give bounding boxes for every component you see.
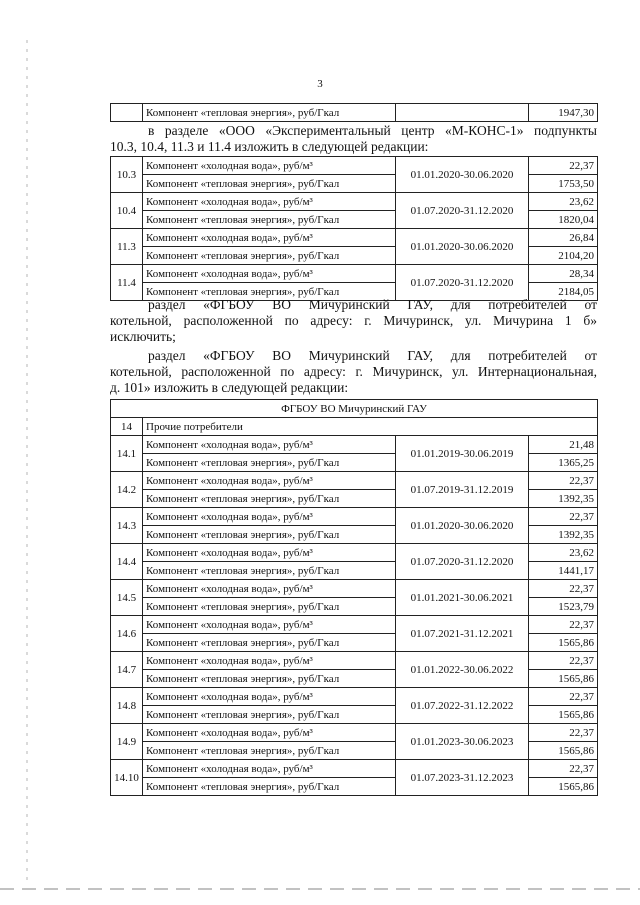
component-water-label: Компонент «холодная вода», руб/м³: [143, 265, 396, 283]
heat-tariff-value: 1441,17: [529, 562, 598, 580]
component-water-label: Компонент «холодная вода», руб/м³: [143, 229, 396, 247]
component-label: Компонент «тепловая энергия», руб/Гкал: [143, 104, 396, 122]
paragraph-exclude: [110, 297, 597, 345]
tariff-table-mkons: [110, 156, 598, 301]
component-water-label: Компонент «холодная вода», руб/м³: [143, 688, 396, 706]
heat-tariff-value: 1565,86: [529, 778, 598, 796]
component-heat-label: Компонент «тепловая энергия», руб/Гкал: [143, 778, 396, 796]
period-cell: 01.07.2022-31.12.2022: [396, 688, 529, 724]
heat-tariff-value: 2184,05: [529, 283, 598, 301]
water-tariff-value: 22,37: [529, 472, 598, 490]
row-number: 14.9: [111, 724, 143, 760]
heat-tariff-value: 1565,86: [529, 634, 598, 652]
water-tariff-value: 22,37: [529, 688, 598, 706]
component-heat-label: Компонент «тепловая энергия», руб/Гкал: [143, 670, 396, 688]
component-heat-label: Компонент «тепловая энергия», руб/Гкал: [143, 454, 396, 472]
period-cell: 01.01.2020-30.06.2020: [396, 229, 529, 265]
table-row: [111, 580, 598, 598]
heat-tariff-value: 1820,04: [529, 211, 598, 229]
component-heat-label: Компонент «тепловая энергия», руб/Гкал: [143, 598, 396, 616]
table-row: [111, 229, 598, 247]
row-number: 14.6: [111, 616, 143, 652]
component-water-label: Компонент «холодная вода», руб/м³: [143, 580, 396, 598]
row-number: 14.7: [111, 652, 143, 688]
heat-tariff-value: 1565,86: [529, 706, 598, 724]
table-title: ФГБОУ ВО Мичуринский ГАУ: [111, 400, 598, 418]
table-row: [111, 688, 598, 706]
table-row: [111, 265, 598, 283]
paragraph-line: д. 101» изложить в следующей редакции:: [110, 380, 349, 395]
row-number: 14.5: [111, 580, 143, 616]
row-number: 11.4: [111, 265, 143, 301]
table-row: [111, 193, 598, 211]
component-heat-label: Компонент «тепловая энергия», руб/Гкал: [143, 175, 396, 193]
period-cell: 01.07.2020-31.12.2020: [396, 265, 529, 301]
paragraph-new-section: [110, 348, 597, 396]
water-tariff-value: 22,37: [529, 652, 598, 670]
paragraph-line: 10.3, 10.4, 11.3 и 11.4 изложить в следующей редакции:: [110, 139, 429, 154]
paragraph-line: раздел «ФГБОУ ВО Мичуринский ГАУ, для потребителей от: [148, 348, 597, 363]
heat-tariff-value: 1565,86: [529, 670, 598, 688]
heat-tariff-value: 1565,86: [529, 742, 598, 760]
water-tariff-value: 28,34: [529, 265, 598, 283]
table-row: [111, 104, 598, 122]
paragraph-line: раздел «ФГБОУ ВО Мичуринский ГАУ, для потребителей от: [148, 297, 597, 312]
component-water-label: Компонент «холодная вода», руб/м³: [143, 157, 396, 175]
water-tariff-value: 22,37: [529, 580, 598, 598]
heat-tariff-value: 1392,35: [529, 490, 598, 508]
page-number: 3: [317, 78, 323, 90]
period-cell: 01.01.2021-30.06.2021: [396, 580, 529, 616]
group-label: Прочие потребители: [143, 418, 598, 436]
period-cell: 01.01.2022-30.06.2022: [396, 652, 529, 688]
component-water-label: Компонент «холодная вода», руб/м³: [143, 724, 396, 742]
group-number: 14: [111, 418, 143, 436]
component-heat-label: Компонент «тепловая энергия», руб/Гкал: [143, 706, 396, 724]
table-row: [111, 652, 598, 670]
period-cell: 01.01.2023-30.06.2023: [396, 724, 529, 760]
paragraph-mkons: [110, 123, 597, 155]
water-tariff-value: 22,37: [529, 616, 598, 634]
row-number: 14.8: [111, 688, 143, 724]
component-heat-label: Компонент «тепловая энергия», руб/Гкал: [143, 211, 396, 229]
table-row: [111, 616, 598, 634]
period-cell: 01.01.2020-30.06.2020: [396, 157, 529, 193]
component-heat-label: Компонент «тепловая энергия», руб/Гкал: [143, 562, 396, 580]
heat-tariff-value: 1365,25: [529, 454, 598, 472]
component-heat-label: Компонент «тепловая энергия», руб/Гкал: [143, 742, 396, 760]
row-number: 14.1: [111, 436, 143, 472]
component-water-label: Компонент «холодная вода», руб/м³: [143, 193, 396, 211]
period-cell: [396, 104, 529, 122]
heat-tariff-value: 2104,20: [529, 247, 598, 265]
top-table: [110, 103, 598, 122]
period-cell: 01.07.2023-31.12.2023: [396, 760, 529, 796]
water-tariff-value: 22,37: [529, 724, 598, 742]
tariff-table-mgau: [110, 399, 598, 796]
row-number: 14.4: [111, 544, 143, 580]
period-cell: 01.01.2020-30.06.2020: [396, 508, 529, 544]
component-water-label: Компонент «холодная вода», руб/м³: [143, 544, 396, 562]
component-heat-label: Компонент «тепловая энергия», руб/Гкал: [143, 526, 396, 544]
table-title-row: [111, 400, 598, 418]
component-heat-label: Компонент «тепловая энергия», руб/Гкал: [143, 490, 396, 508]
row-number: 10.3: [111, 157, 143, 193]
water-tariff-value: 22,37: [529, 760, 598, 778]
water-tariff-value: 22,37: [529, 508, 598, 526]
water-tariff-value: 21,48: [529, 436, 598, 454]
period-cell: 01.07.2020-31.12.2020: [396, 544, 529, 580]
component-water-label: Компонент «холодная вода», руб/м³: [143, 472, 396, 490]
row-number: 14.3: [111, 508, 143, 544]
row-number: 11.3: [111, 229, 143, 265]
table-row: [111, 157, 598, 175]
component-water-label: Компонент «холодная вода», руб/м³: [143, 616, 396, 634]
table-row: [111, 508, 598, 526]
component-water-label: Компонент «холодная вода», руб/м³: [143, 508, 396, 526]
period-cell: 01.07.2021-31.12.2021: [396, 616, 529, 652]
row-number: [111, 104, 143, 122]
heat-tariff-value: 1392,35: [529, 526, 598, 544]
component-heat-label: Компонент «тепловая энергия», руб/Гкал: [143, 247, 396, 265]
component-water-label: Компонент «холодная вода», руб/м³: [143, 760, 396, 778]
water-tariff-value: 23,62: [529, 193, 598, 211]
table-row: [111, 724, 598, 742]
water-tariff-value: 23,62: [529, 544, 598, 562]
tariff-value: 1947,30: [529, 104, 598, 122]
table-row: [111, 544, 598, 562]
water-tariff-value: 22,37: [529, 157, 598, 175]
table-row: [111, 436, 598, 454]
row-number: 14.10: [111, 760, 143, 796]
scan-edge-artifact-bottom: [0, 888, 640, 890]
component-water-label: Компонент «холодная вода», руб/м³: [143, 436, 396, 454]
scan-edge-artifact: [26, 40, 28, 880]
paragraph-line: котельной, расположенной по адресу: г. Мичуринск, ул. Интернациональная,: [110, 364, 597, 379]
period-cell: 01.07.2019-31.12.2019: [396, 472, 529, 508]
component-heat-label: Компонент «тепловая энергия», руб/Гкал: [143, 634, 396, 652]
paragraph-line: исключить;: [110, 329, 176, 344]
component-heat-label: Компонент «тепловая энергия», руб/Гкал: [143, 283, 396, 301]
table-row: [111, 760, 598, 778]
component-water-label: Компонент «холодная вода», руб/м³: [143, 652, 396, 670]
table-row: [111, 472, 598, 490]
row-number: 14.2: [111, 472, 143, 508]
period-cell: 01.01.2019-30.06.2019: [396, 436, 529, 472]
water-tariff-value: 26,84: [529, 229, 598, 247]
row-number: 10.4: [111, 193, 143, 229]
period-cell: 01.07.2020-31.12.2020: [396, 193, 529, 229]
paragraph-line: котельной, расположенной по адресу: г. Мичуринск, ул. Мичурина 1 б»: [110, 313, 597, 328]
group-row: [111, 418, 598, 436]
heat-tariff-value: 1523,79: [529, 598, 598, 616]
paragraph-line: в разделе «ООО «Экспериментальный центр «М-КОНС-1» подпункты: [148, 123, 597, 138]
heat-tariff-value: 1753,50: [529, 175, 598, 193]
